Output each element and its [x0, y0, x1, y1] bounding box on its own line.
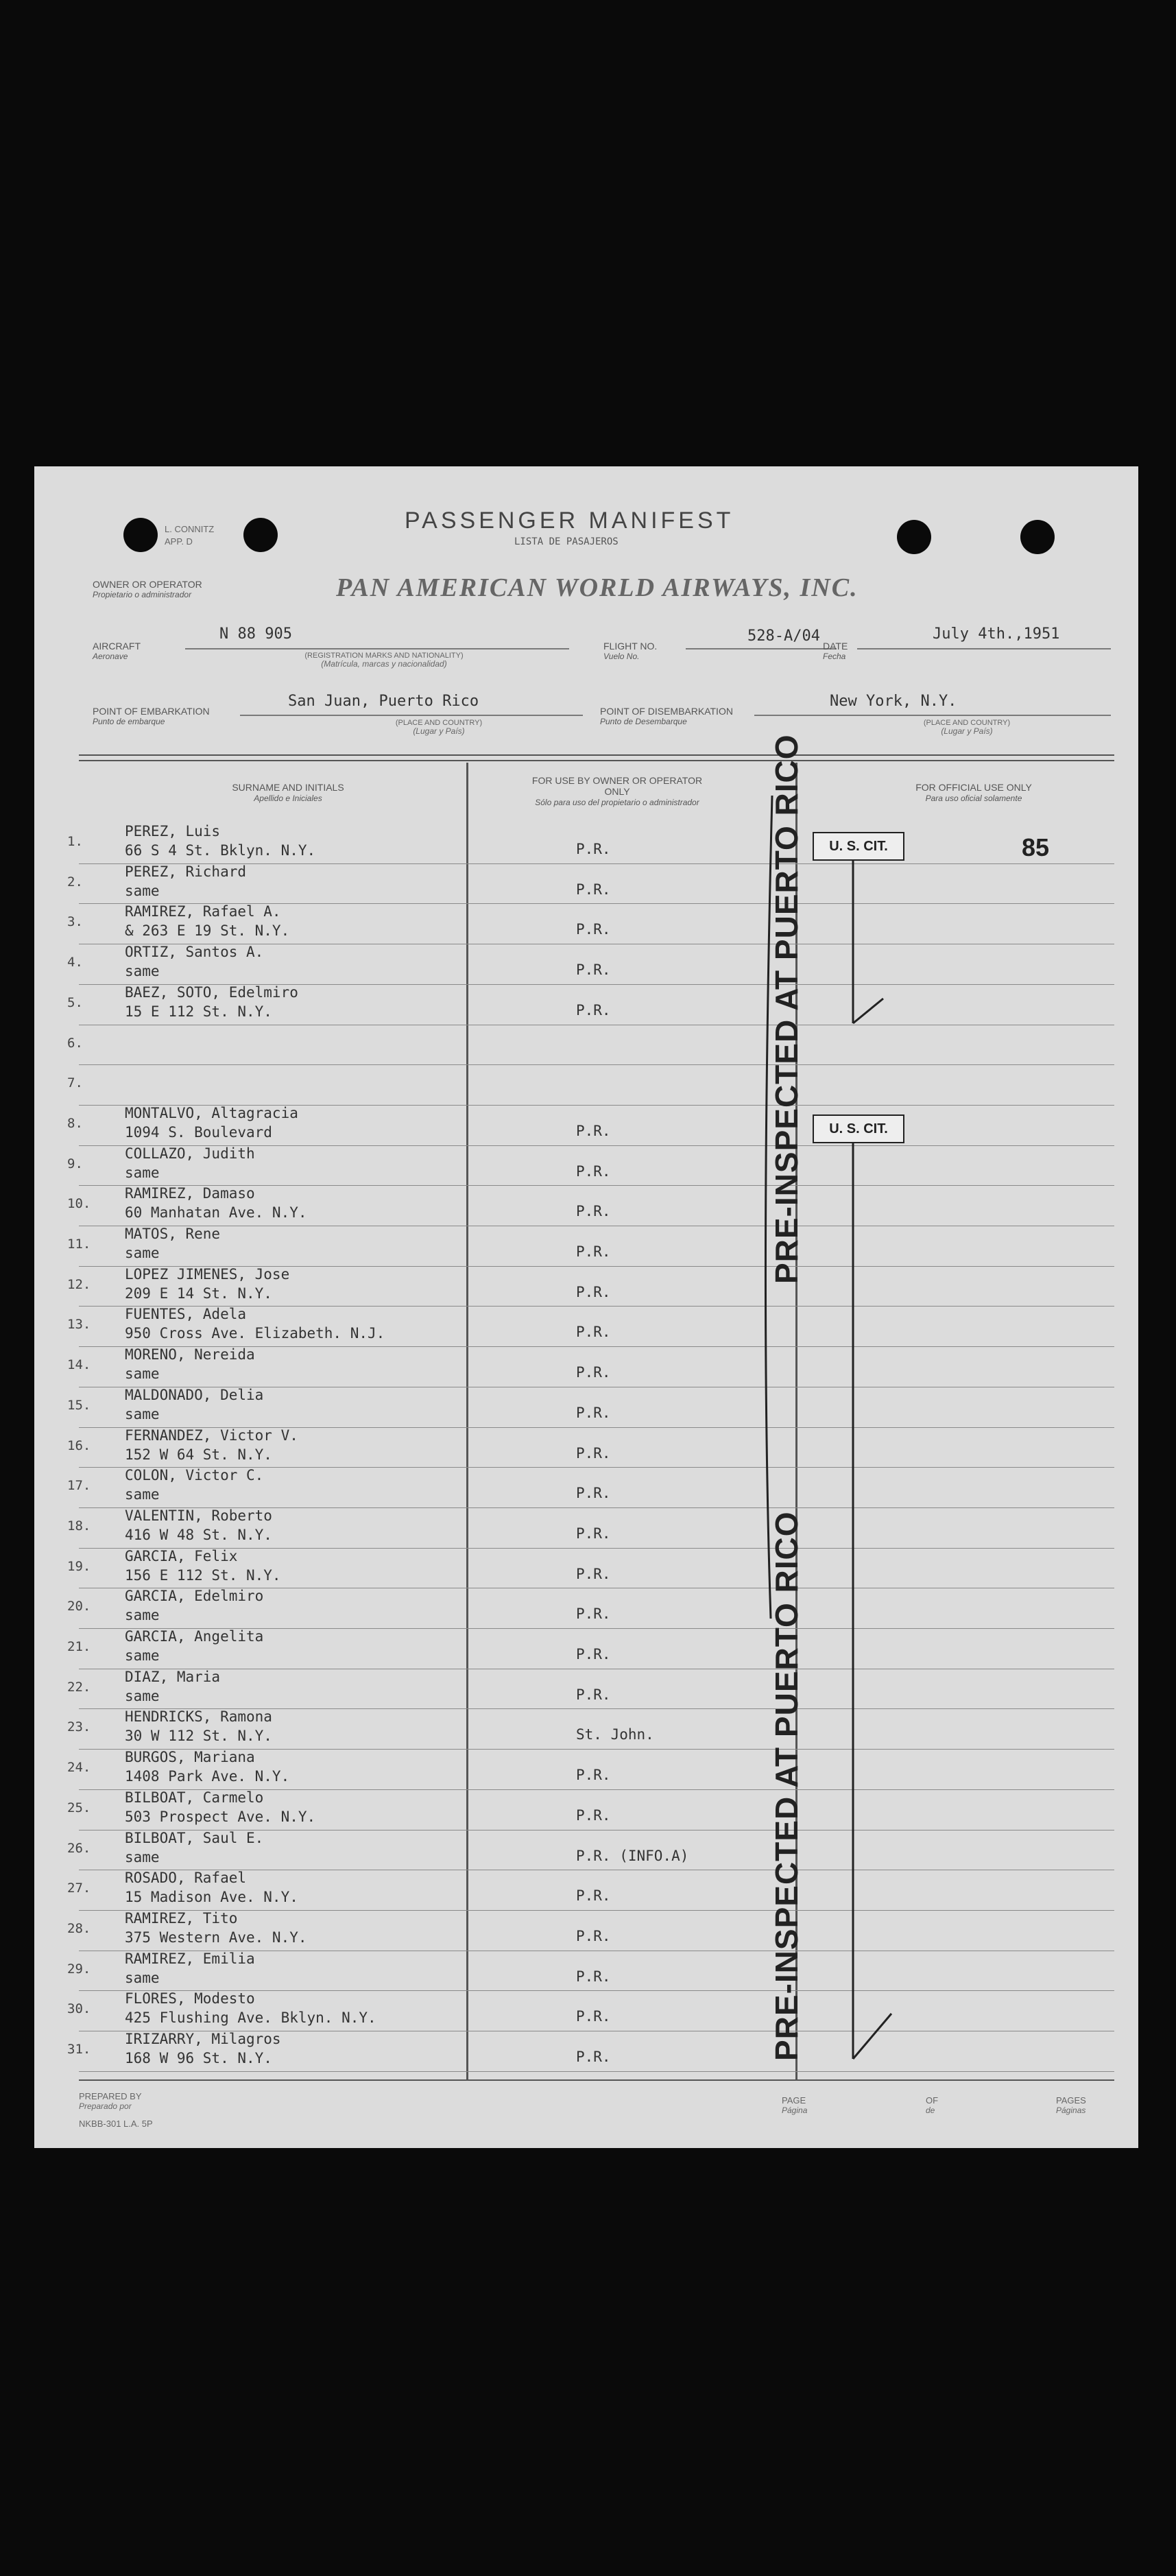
passenger-address: same	[125, 1647, 160, 1664]
bottom-rule	[79, 2079, 1114, 2081]
origin-code: P.R.	[576, 1001, 611, 1018]
origin-code: St. John.	[576, 1726, 654, 1743]
passenger-name: GARCIA, Angelita	[125, 1628, 264, 1645]
passenger-entry	[125, 1265, 289, 1303]
passenger-entry	[125, 1868, 298, 1907]
passenger-address: same	[125, 1405, 160, 1422]
row-number: 18.	[67, 1518, 91, 1534]
passenger-entry	[125, 1304, 385, 1343]
preinspected-stamp: PRE-INSPECTED AT PUERTO RICO	[769, 1511, 804, 2061]
manifest-sheet	[34, 466, 1138, 2148]
origin-code: P.R.	[576, 1767, 611, 1784]
origin-code: P.R.	[576, 962, 611, 979]
passenger-entry	[125, 1667, 220, 1706]
passenger-entry	[125, 1466, 263, 1504]
passenger-entry	[125, 1949, 255, 1988]
row-number: 10.	[67, 1196, 91, 1212]
row-number: 11.	[67, 1237, 91, 1252]
registration-note: (REGISTRATION MARKS AND NATIONALITY) (Matrícula, marcas y nacionalidad)	[304, 652, 464, 669]
row-number: 4.	[67, 955, 83, 970]
corner-text-2: APP. D	[165, 536, 193, 547]
passenger-address: 209 E 14 St. N.Y.	[125, 1285, 272, 1302]
passenger-name: GARCIA, Felix	[125, 1547, 238, 1564]
origin-code: P.R.	[576, 1968, 611, 1985]
passenger-address: 503 Prospect Ave. N.Y.	[125, 1808, 316, 1825]
row-number: 12.	[67, 1276, 91, 1292]
passenger-address: 1094 S. Boulevard	[125, 1123, 272, 1141]
date-underline	[857, 648, 1111, 649]
passenger-entry	[125, 1224, 220, 1263]
row-number: 7.	[67, 1075, 83, 1091]
airline-name: PAN AMERICAN WORLD AIRWAYS, INC.	[336, 573, 859, 602]
passenger-address: 425 Flushing Ave. Bklyn. N.Y.	[125, 2009, 376, 2027]
origin-code: P.R.	[576, 1324, 611, 1341]
passenger-address: same	[125, 1969, 160, 1986]
us-cit-stamp: U. S. CIT.	[813, 832, 904, 861]
passenger-name: MALDONADO, Delia	[125, 1386, 264, 1403]
col-surname-header: SURNAME AND INITIALS Apellido e Iniciales	[232, 782, 344, 803]
origin-code: P.R.	[576, 1404, 611, 1421]
column-divider	[466, 763, 468, 2079]
origin-code: P.R.	[576, 1122, 611, 1139]
owner-label: OWNER OR OPERATOR Propietario o administrador	[93, 579, 202, 599]
of-label: OF de	[926, 2095, 939, 2115]
passenger-address: & 263 E 19 St. N.Y.	[125, 922, 290, 940]
pages-label: PAGES Páginas	[1056, 2095, 1086, 2115]
row-number: 22.	[67, 1679, 91, 1695]
passenger-address: 60 Manhatan Ave. N.Y.	[125, 1204, 307, 1221]
origin-code: P.R.	[576, 1485, 611, 1502]
col-owner-header: FOR USE BY OWNER OR OPERATOR ONLY Sólo para uso del propietario o administrador	[531, 775, 703, 807]
prepared-label: PREPARED BY Preparado por	[79, 2091, 142, 2111]
origin-code: P.R.	[576, 1686, 611, 1703]
embark-value: San Juan, Puerto Rico	[288, 693, 479, 710]
origin-code: P.R.	[576, 2008, 611, 2025]
origin-code: P.R.	[576, 1806, 611, 1824]
aircraft-underline	[185, 648, 569, 649]
passenger-address: 168 W 96 St. N.Y.	[125, 2050, 272, 2066]
passenger-name: VALENTIN, Roberto	[125, 1507, 272, 1524]
passenger-entry	[125, 1989, 376, 2027]
passenger-entry	[125, 1788, 315, 1826]
passenger-entry	[125, 1586, 263, 1625]
passenger-name: BILBOAT, Saul E.	[125, 1829, 264, 1846]
disembark-label: POINT OF DISEMBARKATION Punto de Desembarque	[600, 706, 733, 726]
row-number: 17.	[67, 1478, 91, 1494]
row-number: 5.	[67, 994, 83, 1010]
passenger-entry	[125, 1909, 307, 1947]
passenger-entry	[125, 983, 298, 1021]
passenger-name: FLORES, Modesto	[125, 1990, 255, 2007]
passenger-name: MORENO, Nereida	[125, 1346, 255, 1363]
passenger-address: 375 Western Ave. N.Y.	[125, 1929, 307, 1946]
passenger-entry	[125, 1345, 255, 1383]
embark-place-note: (PLACE AND COUNTRY) (Lugar y País)	[395, 719, 483, 736]
row-divider	[79, 1064, 1114, 1065]
row-number: 31.	[67, 2042, 91, 2057]
disembark-value: New York, N.Y.	[830, 693, 957, 710]
origin-code: P.R. (INFO.A)	[576, 1847, 689, 1864]
punch-hole	[897, 520, 931, 554]
passenger-entry	[125, 1627, 263, 1665]
row-number: 27.	[67, 1881, 91, 1896]
row-number: 20.	[67, 1599, 91, 1614]
flight-value: 528-A/04	[747, 628, 820, 645]
row-number: 30.	[67, 2001, 91, 2017]
flight-label: FLIGHT NO. Vuelo No.	[603, 641, 658, 661]
passenger-name: ORTIZ, Santos A.	[125, 944, 264, 961]
us-cit-stamp: U. S. CIT.	[813, 1114, 904, 1143]
row-number: 15.	[67, 1397, 91, 1413]
row-number: 9.	[67, 1156, 83, 1171]
row-number: 24.	[67, 1760, 91, 1776]
passenger-name: COLON, Victor C.	[125, 1467, 264, 1484]
preinspected-stamp: PRE-INSPECTED AT PUERTO RICO	[769, 734, 804, 1284]
passenger-address: same	[125, 963, 160, 980]
date-value: July 4th.,1951	[933, 625, 1060, 643]
origin-code: P.R.	[576, 881, 611, 898]
punch-hole	[243, 518, 278, 552]
passenger-entry	[125, 1104, 298, 1142]
passenger-name: IRIZARRY, Milagros	[125, 2031, 281, 2047]
top-rule-2	[79, 760, 1114, 761]
origin-code: P.R.	[576, 1283, 611, 1300]
passenger-entry	[125, 822, 315, 860]
passenger-address: same	[125, 1245, 160, 1261]
passenger-address: 152 W 64 St. N.Y.	[125, 1446, 272, 1463]
origin-code: P.R.	[576, 1927, 611, 1944]
passenger-count: 85	[1022, 833, 1050, 861]
passenger-entry	[125, 1426, 298, 1464]
punch-hole	[1020, 520, 1055, 554]
passenger-name: RAMIREZ, Emilia	[125, 1950, 255, 1967]
passenger-name: DIAZ, Maria	[125, 1668, 221, 1685]
origin-code: P.R.	[576, 1203, 611, 1220]
origin-code: P.R.	[576, 1444, 611, 1462]
form-number: NKBB-301 L.A. 5P	[79, 2119, 153, 2129]
page-label: PAGE Página	[782, 2095, 808, 2115]
origin-code: P.R.	[576, 1162, 611, 1180]
passenger-entry	[125, 1748, 289, 1786]
row-number: 19.	[67, 1558, 91, 1574]
passenger-address: 66 S 4 St. Bklyn. N.Y.	[125, 842, 316, 859]
passenger-name: RAMIREZ, Damaso	[125, 1185, 255, 1202]
origin-code: P.R.	[576, 1364, 611, 1381]
passenger-name: MONTALVO, Altagracia	[125, 1104, 298, 1121]
origin-code: P.R.	[576, 1646, 611, 1662]
disembark-place-note: (PLACE AND COUNTRY) (Lugar y País)	[923, 719, 1011, 736]
aircraft-value: N 88 905	[219, 625, 292, 643]
passenger-address: same	[125, 1607, 160, 1624]
passenger-entry	[125, 1184, 307, 1222]
passenger-name: BILBOAT, Carmelo	[125, 1789, 264, 1806]
passenger-name: RAMIREZ, Rafael A.	[125, 903, 281, 920]
passenger-address: same	[125, 1365, 160, 1383]
row-number: 2.	[67, 874, 83, 890]
page-subtitle: LISTA DE PASAJEROS	[514, 536, 619, 547]
passenger-address: 416 W 48 St. N.Y.	[125, 1526, 272, 1543]
origin-code: P.R.	[576, 1565, 611, 1582]
row-number: 16.	[67, 1438, 91, 1453]
row-number: 1.	[67, 834, 83, 849]
passenger-address: 30 W 112 St. N.Y.	[125, 1728, 272, 1745]
passenger-address: 1408 Park Ave. N.Y.	[125, 1768, 290, 1785]
row-number: 25.	[67, 1800, 91, 1815]
passenger-name: PEREZ, Luis	[125, 823, 221, 839]
passenger-name: PEREZ, Richard	[125, 863, 247, 880]
passenger-address: same	[125, 1687, 160, 1704]
passenger-name: LOPEZ JIMENES, Jose	[125, 1265, 290, 1283]
passenger-address: 950 Cross Ave. Elizabeth. N.J.	[125, 1325, 385, 1342]
flight-underline	[686, 648, 837, 649]
date-label: DATE Fecha	[823, 641, 848, 661]
origin-code: P.R.	[576, 1887, 611, 1905]
disembark-underline	[754, 715, 1111, 716]
passenger-address: 15 Madison Ave. N.Y.	[125, 1889, 298, 1906]
row-number: 21.	[67, 1639, 91, 1654]
passenger-name: COLLAZO, Judith	[125, 1145, 255, 1162]
passenger-name: BURGOS, Mariana	[125, 1749, 255, 1766]
passenger-name: HENDRICKS, Ramona	[125, 1708, 272, 1726]
row-number: 23.	[67, 1719, 91, 1735]
passenger-entry	[125, 942, 263, 981]
passenger-entry	[125, 1707, 272, 1745]
passenger-name: ROSADO, Rafael	[125, 1870, 247, 1887]
passenger-name: FERNANDEZ, Victor V.	[125, 1427, 298, 1444]
passenger-name: GARCIA, Edelmiro	[125, 1588, 264, 1605]
row-number: 26.	[67, 1840, 91, 1856]
origin-code: P.R.	[576, 2049, 611, 2065]
passenger-name: RAMIREZ, Tito	[125, 1909, 238, 1927]
top-rule	[79, 754, 1114, 756]
row-number: 14.	[67, 1357, 91, 1373]
corner-text: L. CONNITZ	[165, 524, 215, 534]
origin-code: P.R.	[576, 841, 611, 857]
origin-code: P.R.	[576, 1243, 611, 1260]
passenger-entry	[125, 1828, 263, 1867]
passenger-entry	[125, 1385, 263, 1424]
embark-underline	[240, 715, 583, 716]
row-number: 28.	[67, 1920, 91, 1936]
passenger-name: MATOS, Rene	[125, 1226, 221, 1242]
passenger-entry	[125, 862, 246, 901]
passenger-address: same	[125, 1848, 160, 1865]
passenger-entry	[125, 2029, 281, 2068]
embark-label: POINT OF EMBARKATION Punto de embarque	[93, 706, 210, 726]
passenger-entry	[125, 1506, 272, 1545]
row-number: 3.	[67, 914, 83, 930]
col-official-header: FOR OFFICIAL USE ONLY Para uso oficial solamente	[915, 782, 1032, 803]
row-divider	[79, 2071, 1114, 2072]
passenger-name: FUENTES, Adela	[125, 1306, 247, 1323]
passenger-entry	[125, 902, 289, 940]
row-number: 6.	[67, 1035, 83, 1051]
passenger-address: 15 E 112 St. N.Y.	[125, 1003, 272, 1020]
row-number: 13.	[67, 1317, 91, 1333]
page-title: PASSENGER MANIFEST	[405, 508, 734, 534]
passenger-name: BAEZ, SOTO, Edelmiro	[125, 983, 298, 1001]
passenger-address: same	[125, 882, 160, 899]
punch-hole	[123, 518, 158, 552]
row-number: 8.	[67, 1115, 83, 1131]
passenger-address: 156 E 112 St. N.Y.	[125, 1566, 281, 1584]
passenger-address: same	[125, 1164, 160, 1181]
aircraft-label: AIRCRAFT Aeronave	[93, 641, 141, 661]
passenger-address: same	[125, 1486, 160, 1503]
passenger-entry	[125, 1547, 281, 1585]
passenger-entry	[125, 1144, 255, 1182]
origin-code: P.R.	[576, 921, 611, 938]
row-number: 29.	[67, 1961, 91, 1977]
origin-code: P.R.	[576, 1606, 611, 1623]
origin-code: P.R.	[576, 1525, 611, 1542]
